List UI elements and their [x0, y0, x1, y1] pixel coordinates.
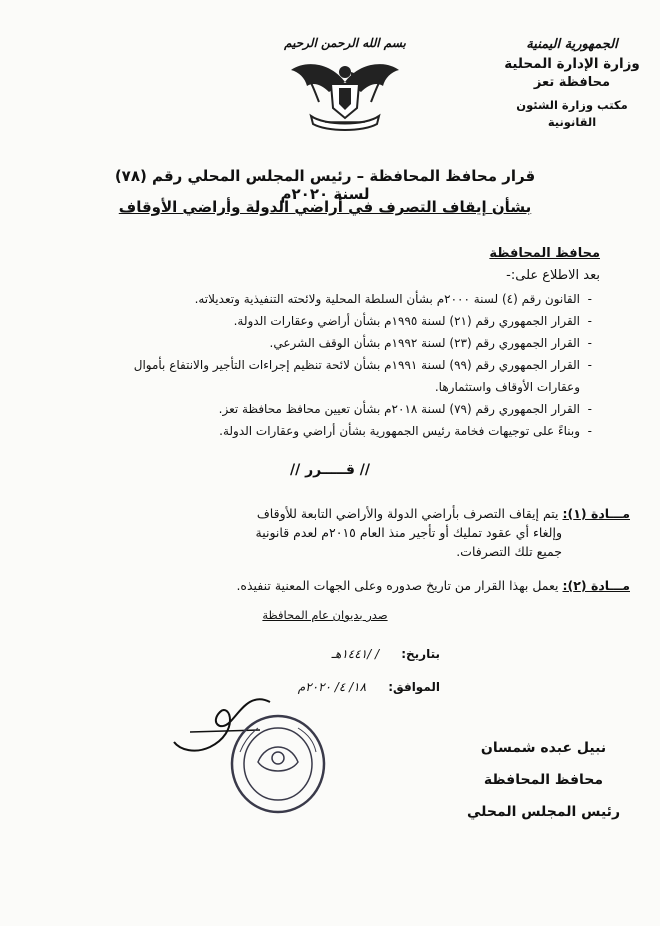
- article-1-label: مـــادة (١):: [562, 506, 630, 521]
- hijri-date-value: / /١٤٤١هـ: [331, 647, 380, 661]
- article-1: [40, 504, 630, 561]
- article-2-text: يعمل بهذا القرار من تاريخ صدوره وعلى الجهات المعنية تنفيذه.: [236, 578, 559, 593]
- list-item: [32, 310, 592, 332]
- decided-heading: // قـــــرر //: [289, 462, 371, 478]
- signatory-council-title: رئيس المجلس المحلي: [466, 804, 620, 820]
- list-item-text: القرار الجمهوري رقم (٧٩) لسنة ٢٠١٨م بشأن تعيين محافظ محافظة تعز.: [218, 402, 580, 416]
- letterhead-ministry: وزارة الإدارة المحلية: [504, 55, 640, 72]
- list-item-text: القرار الجمهوري رقم (٢١) لسنة ١٩٩٥م بشأن أراضي وعقارات الدولة.: [233, 314, 580, 328]
- list-item: [32, 354, 592, 398]
- article-1-line2: وإلغاء أي عقود تمليك أو تأجير منذ العام ٢٠١٥م لعدم قانونية: [255, 525, 562, 540]
- letterhead-office: مكتب وزارة الشئون القانونية: [516, 98, 628, 129]
- letterhead-governorate: محافظة تعز: [533, 75, 611, 91]
- republic-eagle-emblem-icon: [285, 52, 405, 134]
- list-item-text: وبناءً على توجيهات فخامة رئيس الجمهورية بشأن أراضي وعقارات الدولة.: [219, 424, 580, 438]
- article-2: [40, 576, 630, 595]
- list-item: [32, 398, 592, 420]
- hijri-date-line: [332, 647, 441, 661]
- list-item: [32, 288, 592, 310]
- signature-block: [456, 732, 631, 828]
- emblem-block: [280, 36, 410, 141]
- article-2-label: مـــادة (٢):: [562, 578, 630, 593]
- letterhead-republic: الجمهورية اليمنية: [526, 37, 618, 52]
- list-item: [32, 332, 592, 354]
- list-item-text: القرار الجمهوري رقم (٩٩) لسنة ١٩٩١م بشأن لائحة تنظيم إجراءات التأجير والانتفاع بأموال: [133, 358, 580, 372]
- corresponding-label: الموافق:: [388, 680, 440, 694]
- list-item-text: القانون رقم (٤) لسنة ٢٠٠٠م بشأن السلطة المحلية ولائحته التنفيذية وتعديلاته.: [194, 292, 580, 306]
- governor-heading: محافظ المحافظة: [489, 246, 600, 261]
- article-1-line1: يتم إيقاف التصرف بأراضي الدولة والأراضي التابعة للأوقاف: [256, 506, 559, 521]
- references-list: [32, 288, 592, 442]
- signatory-title: محافظ المحافظة: [483, 772, 604, 788]
- basmala: بسم الله الرحمن الرحيم: [284, 36, 406, 50]
- list-item-text: القرار الجمهوري رقم (٢٣) لسنة ١٩٩٢م بشأن الوقف الشرعي.: [269, 336, 580, 350]
- issued-at: صدر بديوان عام المحافظة: [262, 608, 388, 622]
- gregorian-date-line: [298, 680, 440, 694]
- list-item-continuation: وعقارات الأوقاف واستثمارها.: [434, 380, 580, 394]
- date-label: بتاريخ:: [401, 647, 440, 661]
- decision-title: قرار محافظ المحافظة – رئيس المجلس المحلي رقم (٧٨) لسنة ٢٠٢٠م: [114, 167, 536, 203]
- official-seal-icon: [228, 712, 328, 816]
- after-review-label: بعد الاطلاع على:-: [506, 268, 600, 283]
- decision-subject: بشأن إيقاف التصرف في أراضي الدولة وأراضي الأوقاف: [118, 198, 532, 216]
- list-item: [32, 420, 592, 442]
- signatory-name: نبيل عبده شمسان: [480, 740, 607, 756]
- article-1-line3: جميع تلك التصرفات.: [456, 544, 562, 559]
- letterhead: [502, 36, 642, 131]
- gregorian-date-value: ١٨/ ٤/ ٢٠٢٠م: [297, 680, 367, 694]
